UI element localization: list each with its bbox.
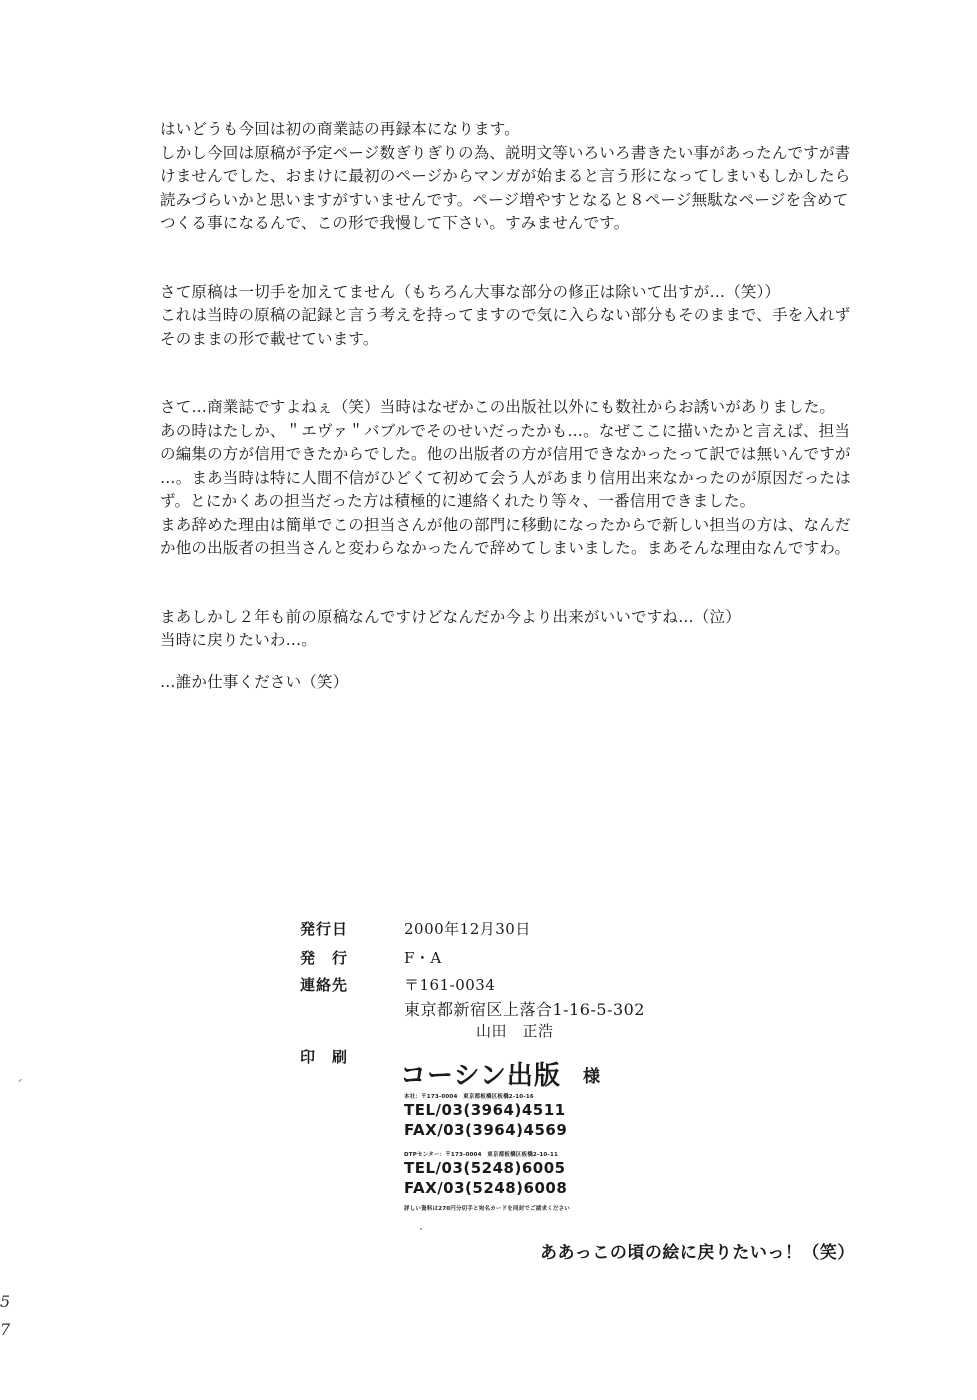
contact-name: 山田 正浩 <box>476 1022 554 1040</box>
dtp-tel: TEL/03(5248)6005 <box>404 1159 566 1177</box>
afterword-paragraph-3 <box>160 396 950 561</box>
main-tel: TEL/03(3964)4511 <box>404 1101 566 1119</box>
text-line: そのままの形で載せています。 <box>160 329 379 348</box>
text-line: これは当時の原稿の記録と言う考えを持ってますので気に入らない部分もそのままで、手を入れず <box>160 306 851 324</box>
dtp-fax: FAX/03(5248)6008 <box>404 1179 568 1197</box>
printer-honorific: 様 <box>583 1067 600 1087</box>
text-line: 当時に戻りたいわ…。 <box>160 631 318 649</box>
text-line: あの時はたしか、＂エヴァ＂バブルでそのせいだったかも…。なぜここに描いたかと言えば、担当 <box>160 421 851 440</box>
text-line: まあ辞めた理由は簡単でこの担当さんが他の部門に移動になったからで新しい担当の方は、なんだ <box>160 515 851 534</box>
main-office-address: 本社：〒173-0004 東京都板橋区板橋2-10-16 <box>404 1094 534 1100</box>
afterword-paragraph-1 <box>160 118 950 236</box>
text-line: …。まあ当時は特に人間不信がひどくて初めて会う人があまり信用出来なかったのが原因だったは <box>160 468 851 487</box>
printing-label: 印 刷 <box>300 1048 349 1066</box>
text-line: …誰か仕事ください（笑） <box>160 672 349 691</box>
text-line: はいどうも今回は初の商業誌の再録本になります。 <box>160 120 520 138</box>
text-line: 読みづらいかと思いますがすいませんです。ページ増やすとなると８ページ無駄なページを含めて <box>160 190 849 209</box>
issue-date-label: 発行日 <box>300 920 349 938</box>
afterword-paragraph-5 <box>160 671 950 695</box>
dtp-center-address: DTPセンター：〒173-0004 東京都板橋区板橋2-10-11 <box>404 1152 559 1158</box>
text-line: ず。とにかくあの担当だった方は積極的に連絡くれたり等々、一番信用できました。 <box>160 492 756 510</box>
scan-speck <box>420 1228 422 1230</box>
request-note: 詳しい資料は270円分切手と宛名カードを同封でご請求ください <box>404 1206 570 1212</box>
text-line: つくる事になるんで、この形で我慢して下さい。すみませんです。 <box>160 214 630 232</box>
contact-label: 連絡先 <box>300 976 349 994</box>
text-line: しかし今回は原稿が予定ページ数ぎりぎりの為、説明文等いろいろ書きたい事があったんですが書 <box>160 143 851 162</box>
afterword-paragraph-4 <box>160 606 950 653</box>
text-line: の編集の方が信用できたからでした。他の出版者の方が信用できなかったって訳では無いんですが <box>160 445 851 463</box>
printer-name: コーシン出版 <box>400 1061 561 1091</box>
text-line: さて原稿は一切手を加えてません（もちろん大事な部分の修正は除いて出すが…（笑）） <box>160 282 781 301</box>
publisher: F・A <box>404 949 442 967</box>
main-fax: FAX/03(3964)4569 <box>404 1121 568 1139</box>
text-line: まあしかし２年も前の原稿なんですけどなんだか今より出来がいいですね…（泣） <box>160 607 741 626</box>
closing-line: ああっこの頃の絵に戻りたいっ！（笑） <box>540 1243 855 1263</box>
scan-speck <box>18 1079 22 1082</box>
text-line: けませんでした、おまけに最初のページからマンガが始まると言う形になってしまいもしかしたら <box>160 167 851 185</box>
margin-mark: 7 <box>0 1320 11 1339</box>
margin-mark: 5 <box>0 1292 11 1311</box>
postal-code: 〒161-0034 <box>404 976 496 994</box>
text-line: か他の出版者の担当さんと変わらなかったんで辞めてしまいました。まあそんな理由なんですわ。 <box>160 539 851 557</box>
publisher-label: 発 行 <box>300 949 349 967</box>
afterword-text <box>160 118 950 694</box>
address: 東京都新宿区上落合1-16-5-302 <box>404 1000 645 1019</box>
afterword-paragraph-2 <box>160 281 950 352</box>
text-line: さて…商業誌ですよねぇ（笑）当時はなぜかこの出版社以外にも数社からお誘いがありました。 <box>160 398 836 416</box>
issue-date: 2000年12月30日 <box>404 920 531 938</box>
